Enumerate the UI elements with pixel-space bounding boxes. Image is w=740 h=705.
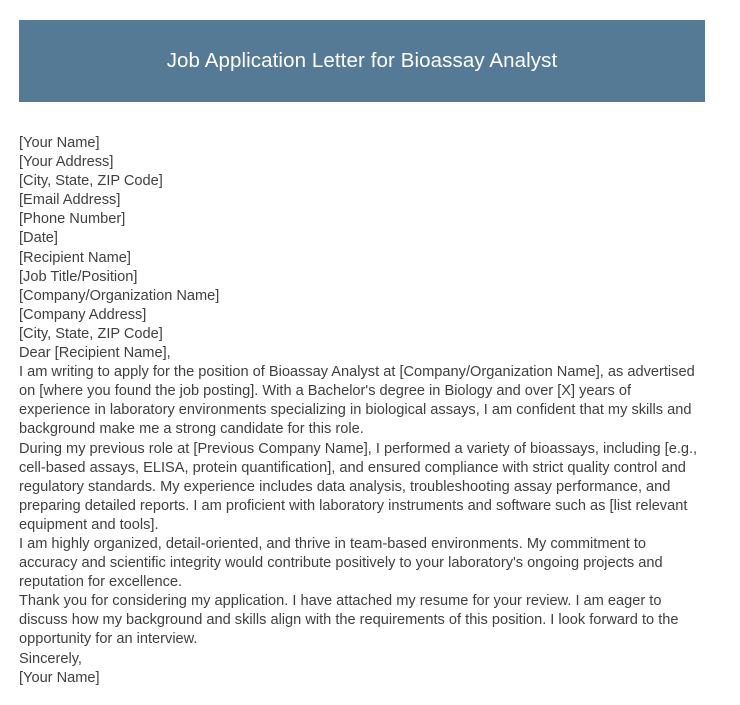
body-paragraph-2: During my previous role at [Previous Company Name], I performed a variety of bioassays, including [e.g., cell-based assays, ELISA, protein quantification], and ensured compliance with strict quality control and regulatory standards. My experience includes data analysis, troubleshooting assay performance, and preparing detailed reports. I am proficient with laboratory instruments and software such as [list relevant equipment and tools].: [19, 440, 698, 533]
sender-email-line: [Email Address]: [19, 192, 121, 209]
letter-body: [19, 134, 705, 688]
sender-address-block: [19, 134, 705, 249]
recipient-name-line: [Recipient Name]: [19, 249, 131, 266]
body-paragraph-1: I am writing to apply for the position of Bioassay Analyst at [Company/Organization Name], as advertised on [where you found the job posting]. With a Bachelor's degree in Biology and over [X] years of experience in laboratory environments specializing in biological assays, I am confident that my skills and background make me a strong candidate for this role.: [19, 364, 695, 438]
signature-name: [Your Name]: [19, 669, 100, 686]
recipient-company-address-line: [Company Address]: [19, 306, 147, 323]
sender-name-line: [Your Name]: [19, 135, 100, 151]
sender-phone-line: [Phone Number]: [19, 211, 126, 228]
salutation: Dear [Recipient Name],: [19, 345, 171, 362]
body-paragraph-4: Thank you for considering my application. I have attached my resume for your review. I am eager to discuss how my background and skills align with the requirements of this position. I look forward to the opportunity for an interview.: [19, 593, 679, 648]
sender-city-state-zip-line: [City, State, ZIP Code]: [19, 173, 163, 190]
sender-address-line: [Your Address]: [19, 154, 114, 171]
letter-date-line: [Date]: [19, 230, 58, 247]
recipient-city-state-zip-line: [City, State, ZIP Code]: [19, 325, 163, 342]
recipient-address-block: [19, 249, 705, 344]
document-header-banner: [19, 20, 705, 102]
body-paragraph-3: I am highly organized, detail-oriented, and thrive in team-based environments. My commitment to accuracy and scientific integrity would contribute positively to your laboratory's ongoing projects and reputation for excellence.: [19, 535, 663, 591]
document-title: Job Application Letter for Bioassay Analyst: [166, 48, 558, 72]
recipient-job-title-line: [Job Title/Position]: [19, 268, 138, 285]
closing-salutation: Sincerely,: [19, 650, 82, 667]
recipient-company-line: [Company/Organization Name]: [19, 287, 220, 304]
